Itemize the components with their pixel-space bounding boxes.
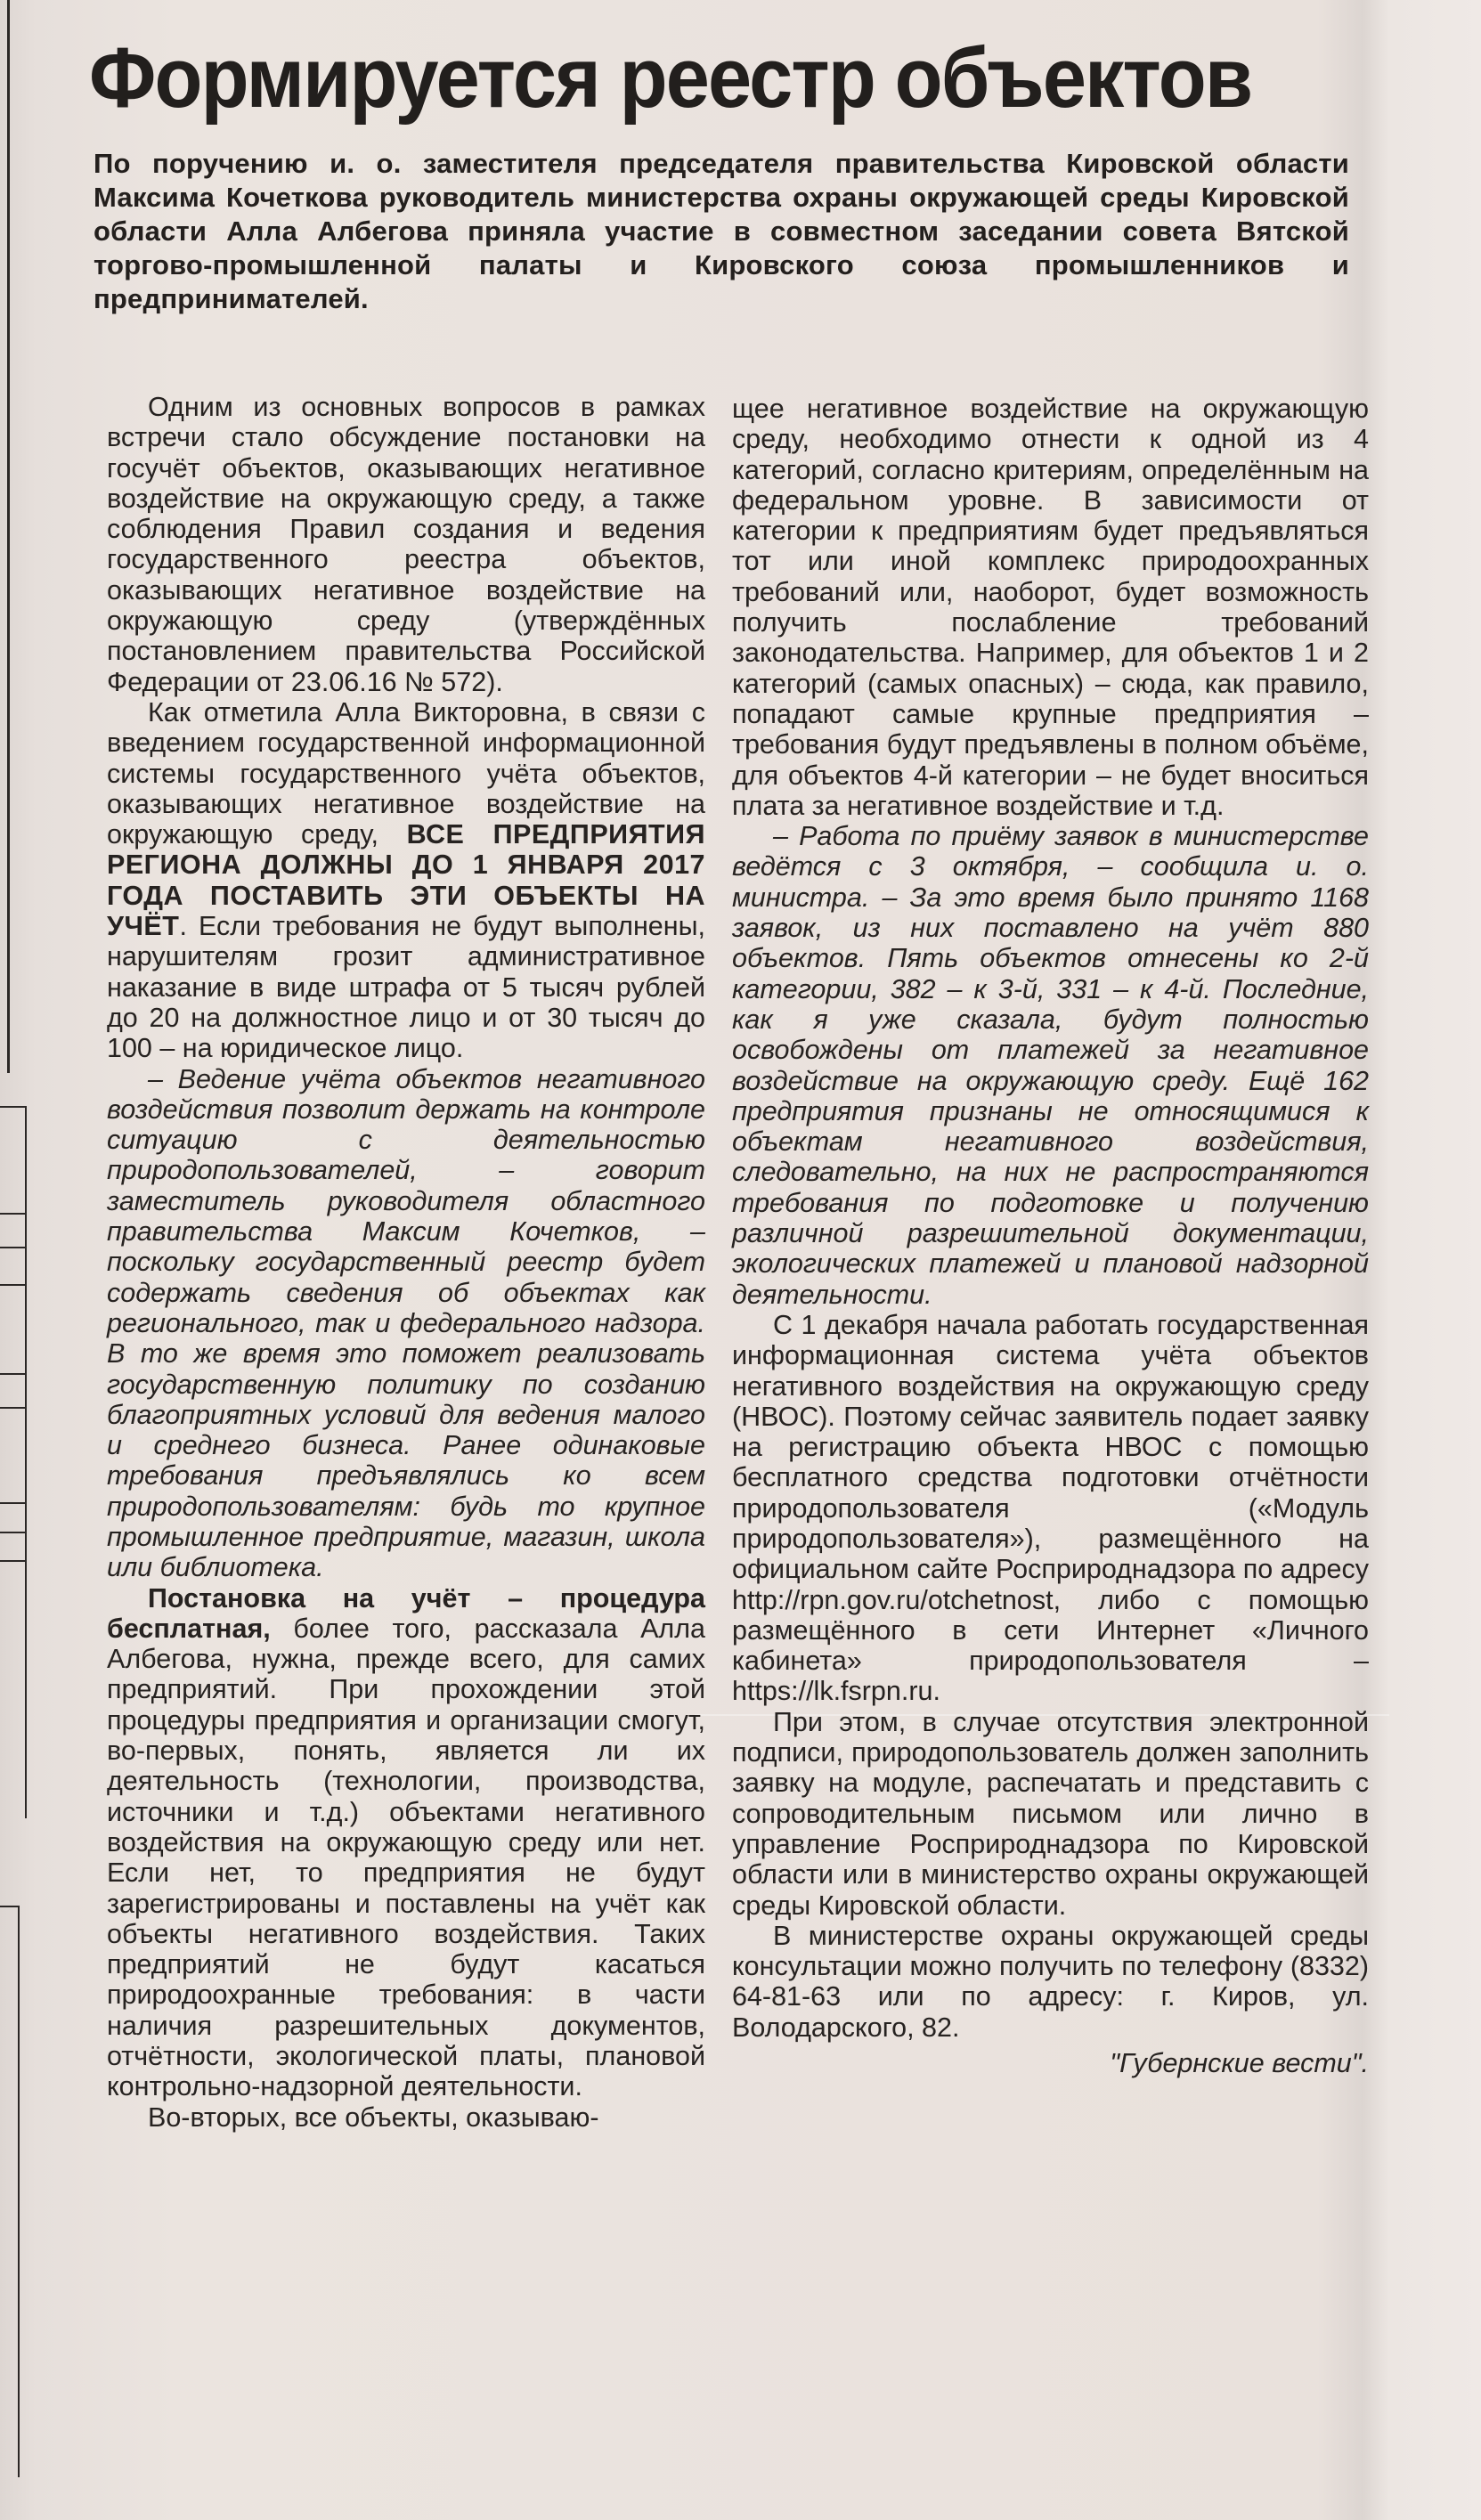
article-column-right <box>732 394 1369 2078</box>
paragraph-intro: Одним из основных вопросов в рамках встречи стало обсуждение постановки на госучёт объектов, оказывающих негативное воздействие на окружающую среду, а также соблюдения Правил создания и ведения государственного реестра объектов, оказывающих негативное воздействие на окружающую среду (утверждённых постановлением правительства Российской Федерации от 23.06.16 № 572). <box>107 392 705 697</box>
paragraph-no-signature: При этом, в случае отсутствия электронной подписи, природопользователь должен заполнить заявку на модуле, распечатать и представить с сопроводительным письмом или лично в управление Росприроднадзора по Кировской области или в министерство охраны окружающей среды Кировской области. <box>732 1706 1369 1921</box>
adjacent-article-border <box>7 0 10 1073</box>
paragraph-categories-cont: щее негативное воздействие на окружающую среду, необходимо отнести к одной из 4 категорий, согласно критериям, определённым на федеральном уровне. В зависимости от категории к предприятиям будет предъявляться тот или иной комплекс природоохранных требований или, наоборот, будет возможность получить послабление требований законодательства. Например, для объектов 1 и 2 категорий (самых опасных) – сюда, как правило, попадают самые крупные предприятия – требования будут предъявлены в полном объёме, для объектов 4-й категории – не будет вноситься плата за негативное воздействие и т.д. <box>732 394 1369 821</box>
article-title: Формируется реестр объектов <box>89 30 1252 126</box>
adjacent-table-fragment <box>0 1106 27 1818</box>
deadline-highlight: ВСЕ ПРЕДПРИЯТИЯ РЕГИОНА ДОЛЖНЫ ДО 1 ЯНВАРЯ 2017 ГОДА ПОСТАВИТЬ ЭТИ ОБЪЕКТЫ НА УЧЁТ <box>107 819 705 942</box>
article-lede: По поручению и. о. заместителя председателя правительства Кировской области Максима Кочеткова руководитель министерства охраны окружающей среды Кировской области Алла Албегова приняла участие в совместном заседании совета Вятской торгово-промышленной палаты и Кировского союза промышленников и предпринимателей. <box>94 148 1349 314</box>
paragraph-deadline <box>107 697 705 1064</box>
quote-albegova: – Работа по приёму заявок в министерстве ведётся с 3 октября, – сообщила и. о. министра. – За это время было принято 1168 заявок, из них поставлено на учёт 880 объектов. Пять объектов отнесены ко 2-й категории, 382 – к 3-й, 331 – к 4-й. Последние, как я уже сказала, будут полностью освобождены от платежей за негативное воздействие на окружающую среду. Ещё 162 предприятия признаны не относящимися к объектам негативного воздействия, следовательно, на них не распространяются требования по подготовке и получению различной разрешительной документации, экологических платежей и плановой надзорной деятельности. <box>732 821 1369 1310</box>
adjacent-box-border <box>0 1906 20 2477</box>
article-source: "Губернские вести". <box>1110 2048 1369 2079</box>
paragraph-free-procedure <box>107 1583 705 2102</box>
article-column-left <box>107 392 705 2133</box>
paragraph-deadline-start: Как отметила Алла Викторовна, в связи с введением государственной информационной системы государственного учёта объектов, оказывающих негативное воздействие на окружающую среду, <box>107 696 705 850</box>
paragraph-deadline-end: . Если требования не будут выполнены, нарушителям грозит административное наказание в виде штрафа от 5 тысяч рублей до 20 на должностное лицо и от 30 тысяч до 100 – на юридическое лицо. <box>107 911 705 1064</box>
free-procedure-text: более того, рассказала Алла Албегова, нужна, прежде всего, для самих предприятий. При прохождении этой процедуры предприятия и организации смогут, во-первых, понять, является ли их деятельность (технологии, производства, источники и т.д.) объектами негативного воздействия на окружающую среду или нет. Если нет, то предприятия не будут зарегистрированы и поставлены на учёт как объекты негативного воздействия. Таких предприятий не будут касаться природоохранные требования: в части наличия разрешительных документов, отчётности, экологической платы, плановой контрольно-надзорной деятельности. <box>107 1613 705 2102</box>
paragraph-nvos-system: С 1 декабря начала работать государственная информационная система учёта объектов негативного воздействия на окружающую среду (НВОС). Поэтому сейчас заявитель подает заявку на регистрацию объекта НВОС с помощью бесплатного средства подготовки отчётности природопользователя («Модуль природопользователя»), размещённого на официальном сайте Росприроднадзора по адресу http://rpn.gov.ru/otchetnost, либо с помощью размещённого в сети Интернет «Личного кабинета» природопользователя – https://lk.fsrpn.ru. <box>732 1309 1369 1707</box>
paragraph-categories-start: Во-вторых, все объекты, оказываю- <box>148 2101 599 2133</box>
free-procedure-highlight: Постановка на учёт – процедура бесплатная, <box>107 1582 705 1644</box>
quote-kochetkov: – Ведение учёта объектов негативного воздействия позволит держать на контроле ситуацию с деятельностью природопользователей, – говорит заместитель руководителя областного правительства Максим Кочетков, – поскольку государственный реестр будет содержать сведения об объектах как регионального, так и федерального надзора. В то же время это поможет реализовать государственную политику по созданию благоприятных условий для ведения малого и среднего бизнеса. Ранее одинаковые требования предъявлялись ко всем природопользователям: будь то крупное промышленное предприятие, магазин, школа или библиотека. <box>107 1063 705 1583</box>
paragraph-contacts: В министерстве охраны окружающей среды консультации можно получить по телефону (8332) 64-81-63 или по адресу: г. Киров, ул. Володарского, 82. <box>732 1920 1369 2043</box>
